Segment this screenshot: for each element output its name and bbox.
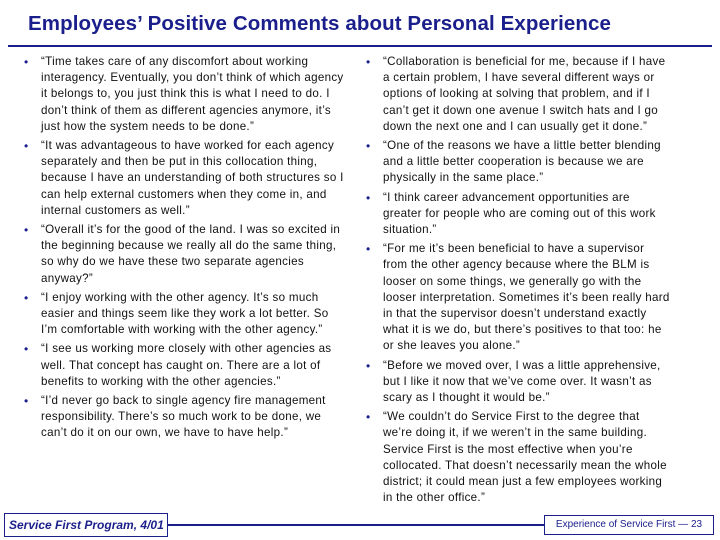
page-footer-label: Experience of Service First — 23 bbox=[544, 515, 714, 535]
comment-item bbox=[366, 138, 672, 187]
bullet-icon: • bbox=[24, 223, 29, 238]
right-comment-list bbox=[366, 54, 672, 509]
comment-text: “Collaboration is beneficial for me, because if I have a certain problem, I have several different ways or options of looking at solving that problem, and if I can’t get it down one avenue I switch hats and I go down the next one and I can usually get it done.” bbox=[383, 55, 666, 133]
bullet-icon: • bbox=[24, 394, 29, 409]
comment-item bbox=[366, 241, 672, 354]
bullet-icon: • bbox=[366, 358, 371, 373]
comment-item bbox=[366, 190, 672, 239]
comment-text: “Time takes care of any discomfort about working interagency. Eventually, you don’t think of which agency it belongs to, you just think this is what I need to do. I don’t think of them as different agencies anymore, it’s just how the system needs to be done.” bbox=[41, 55, 344, 133]
comment-text: “It was advantageous to have worked for each agency separately and then be put in this collocation thing, because I have an understanding of both structures so I can help external customers when they come in, and internal customers as well.” bbox=[41, 139, 344, 217]
title-rule bbox=[8, 45, 712, 47]
bullet-icon: • bbox=[24, 139, 29, 154]
comment-item bbox=[24, 138, 346, 219]
comment-text: “I’d never go back to single agency fire management responsibility. There’s so much work to be done, we can’t do it on our own, we have to have help.” bbox=[41, 394, 326, 440]
program-footer-label: Service First Program, 4/01 bbox=[4, 513, 168, 537]
bullet-icon: • bbox=[366, 55, 371, 69]
comment-item bbox=[366, 358, 672, 407]
comment-text: “Overall it’s for the good of the land. I was so excited in the beginning because we really all do the same thing, so why do we have these two separate agencies anyway?” bbox=[41, 223, 341, 285]
comment-item bbox=[24, 290, 346, 339]
comment-text: “For me it’s been beneficial to have a supervisor from the other agency because where the BLM is looser on some things, we generally go with the looser interpretation. Sometimes it’s been really hard in that the supervisor doesn’t understand exactly what it is we do, but there’s positives to that too: he or she leaves you alone.” bbox=[383, 242, 670, 353]
left-comment-list bbox=[24, 54, 346, 445]
bullet-icon: • bbox=[366, 190, 371, 205]
bullet-icon: • bbox=[366, 242, 371, 257]
comment-item bbox=[24, 393, 346, 442]
comment-item bbox=[24, 222, 346, 287]
bullet-icon: • bbox=[24, 342, 29, 357]
comment-item bbox=[24, 54, 346, 135]
comment-text: “I think career advancement opportunities are greater for people who are coming out of this work situation.” bbox=[383, 190, 656, 237]
bullet-icon: • bbox=[24, 290, 29, 305]
comment-item bbox=[366, 54, 672, 135]
comment-item bbox=[24, 341, 346, 390]
slide-title: Employees’ Positive Comments about Personal Experience bbox=[28, 12, 612, 35]
bullet-icon: • bbox=[24, 55, 29, 69]
comment-text: “I see us working more closely with other agencies as well. That concept has caught on. There are a lot of benefits to working with the other agencies.” bbox=[41, 342, 332, 388]
comment-text: “I enjoy working with the other agency. It’s so much easier and things seem like they work a lot better. So I’m comfortable with working with the other agency.” bbox=[41, 290, 329, 337]
comment-item bbox=[366, 409, 672, 506]
bullet-icon: • bbox=[366, 410, 371, 425]
comment-text: “Before we moved over, I was a little apprehensive, but I like it now that we’ve come over. It wasn’t as scary as I thought it would be.” bbox=[383, 358, 661, 405]
bullet-icon: • bbox=[366, 139, 371, 154]
comment-text: “We couldn’t do Service First to the degree that we’re doing it, if we weren’t in the same building. Service First is the most effective when you’re collocated. That doesn’t necessarily mean the whole district; it could mean just a few employees working in the other office.” bbox=[383, 410, 667, 505]
comment-text: “One of the reasons we have a little better blending and a little better cooperation is because we are physically in the same place.” bbox=[383, 139, 661, 185]
